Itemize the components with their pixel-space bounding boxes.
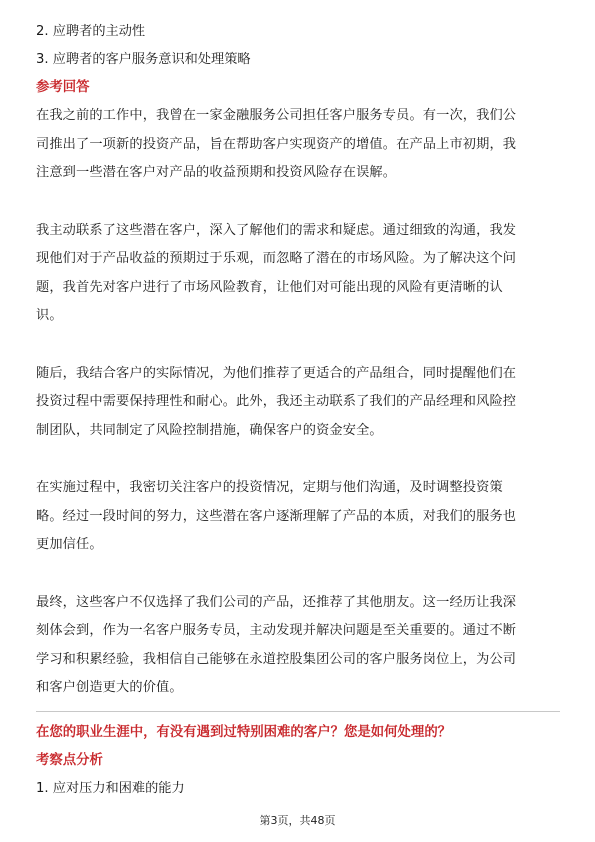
section-divider [36, 711, 560, 712]
text-line: 在实施过程中，我密切关注客户的投资情况，定期与他们沟通，及时调整投资策 [36, 480, 503, 495]
text-line: 司推出了一项新的投资产品，旨在帮助客户实现资产的增值。在产品上市初期，我 [36, 136, 517, 152]
answer-body [36, 102, 560, 703]
answer-heading: 参考回答 [36, 80, 90, 95]
list-item: 1. 应对压力和困难的能力 [36, 780, 185, 796]
text-line: 最终，这些客户不仅选择了我们公司的产品，还推荐了其他朋友。这一经历让我深 [36, 594, 517, 610]
text-line: 随后，我结合客户的实际情况，为他们推荐了更适合的产品组合，同时提醒他们在 [36, 365, 517, 381]
list-item: 3. 应聘者的客户服务意识和处理策略 [36, 52, 251, 67]
answer-paragraph-2 [36, 217, 560, 331]
text-line: 略。经过一段时间的努力，这些潜在客户逐渐理解了产品的本质，对我们的服务也 [36, 508, 517, 524]
text-line: 和客户创造更大的价值。 [36, 680, 183, 695]
text-line: 我主动联系了这些潜在客户，深入了解他们的需求和疑虑。通过细致的沟通，我发 [36, 222, 517, 238]
text-line: 注意到一些潜在客户对产品的收益预期和投资风险存在误解。 [36, 165, 397, 180]
analysis-list [36, 775, 560, 803]
answer-paragraph-5 [36, 589, 560, 703]
text-line: 刻体会到，作为一名客户服务专员，主动发现并解决问题是至关重要的。通过不断 [36, 623, 517, 638]
text-line: 制团队，共同制定了风险控制措施，确保客户的资金安全。 [36, 422, 383, 438]
analysis-heading: 考察点分析 [36, 752, 103, 768]
text-line: 在我之前的工作中，我曾在一家金融服务公司担任客户服务专员。有一次，我们公 [36, 108, 517, 123]
answer-paragraph-4 [36, 474, 560, 560]
text-line: 学习和积累经验，我相信自己能够在永道控股集团公司的客户服务岗位上，为公司 [36, 651, 517, 667]
list-item: 2. 应聘者的主动性 [36, 24, 146, 39]
text-line: 现他们对于产品收益的预期过于乐观，而忽略了潜在的市场风险。为了解决这个问 [36, 251, 517, 266]
text-line: 投资过程中需要保持理性和耐心。此外，我还主动联系了我们的产品经理和风险控 [36, 394, 517, 409]
answer-paragraph-1 [36, 102, 560, 188]
next-question: 在您的职业生涯中，有没有遇到过特别困难的客户？您是如何处理的？ [36, 724, 452, 740]
page-number: 第3页，共48页 [259, 814, 336, 827]
answer-paragraph-3 [36, 360, 560, 446]
intro-list [36, 18, 560, 74]
text-line: 更加信任。 [36, 537, 103, 552]
document-page [36, 18, 560, 803]
text-line: 题，我首先对客户进行了市场风险教育，让他们对可能出现的风险有更清晰的认 [36, 279, 503, 295]
text-line: 识。 [36, 308, 63, 323]
